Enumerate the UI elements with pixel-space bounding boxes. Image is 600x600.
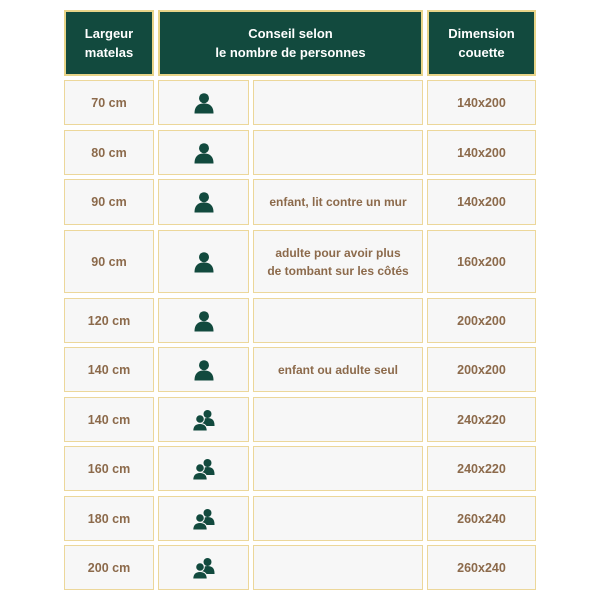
duvet-dimension-value: 260x240 (457, 560, 506, 575)
mattress-width-cell (64, 230, 154, 293)
two-persons-icon (192, 458, 216, 480)
advice-text: enfant ou adulte seul (277, 362, 398, 377)
mattress-width-value: 200 cm (87, 560, 131, 575)
two-persons-icon (192, 409, 216, 431)
duvet-dimension-value: 140x200 (457, 195, 506, 209)
mattress-width-cell (64, 298, 154, 343)
header-duvet-dimension-label: Dimension couette (448, 26, 515, 60)
persons-cell (158, 446, 249, 491)
single-person-icon (193, 359, 215, 381)
duvet-dimension-value: 240x220 (457, 412, 506, 427)
mattress-width-value: 70 cm (91, 95, 127, 110)
header-mattress-width-label: Largeur matelas (84, 26, 134, 60)
duvet-dimension-value: 160x200 (457, 254, 506, 269)
duvet-dimension-value: 140x200 (457, 95, 506, 110)
persons-cell (158, 80, 249, 125)
duvet-dimension-cell (427, 397, 536, 442)
advice-cell (253, 80, 423, 125)
header-advice (158, 10, 423, 76)
duvet-dimension-cell (427, 298, 536, 343)
duvet-dimension-cell (427, 446, 536, 491)
header-advice-label: Conseil selon le nombre de personnes (215, 26, 366, 60)
duvet-dimension-cell (427, 179, 536, 225)
mattress-width-value: 160 cm (87, 461, 131, 476)
mattress-width-cell (64, 496, 154, 541)
persons-cell (158, 298, 249, 343)
single-person-icon (193, 142, 215, 164)
advice-cell (253, 545, 423, 590)
mattress-width-cell (64, 80, 154, 125)
advice-cell (253, 397, 423, 442)
mattress-width-cell (64, 130, 154, 175)
mattress-width-cell (64, 397, 154, 442)
persons-cell (158, 179, 249, 225)
duvet-dimension-cell (427, 347, 536, 392)
persons-cell (158, 397, 249, 442)
duvet-dimension-value: 200x200 (457, 313, 506, 328)
advice-cell (253, 446, 423, 491)
persons-cell (158, 347, 249, 392)
mattress-width-cell (64, 446, 154, 491)
persons-cell (158, 230, 249, 293)
header-duvet-dimension (427, 10, 536, 76)
mattress-width-value: 90 cm (91, 195, 127, 209)
single-person-icon (193, 310, 215, 332)
advice-text: adulte pour avoir plus de tombant sur les côtés (267, 245, 409, 278)
duvet-dimension-value: 240x220 (457, 461, 506, 476)
persons-cell (158, 545, 249, 590)
mattress-width-cell (64, 347, 154, 392)
persons-cell (158, 130, 249, 175)
single-person-icon (193, 191, 215, 213)
header-mattress-width (64, 10, 154, 76)
mattress-width-value: 80 cm (91, 145, 127, 160)
mattress-width-value: 120 cm (87, 313, 131, 328)
persons-cell (158, 496, 249, 541)
duvet-dimension-cell (427, 130, 536, 175)
advice-cell (253, 179, 423, 225)
single-person-icon (193, 92, 215, 114)
single-person-icon (193, 251, 215, 273)
duvet-dimension-cell (427, 230, 536, 293)
mattress-width-value: 180 cm (87, 511, 131, 526)
advice-cell (253, 130, 423, 175)
mattress-width-cell (64, 179, 154, 225)
duvet-dimension-cell (427, 496, 536, 541)
mattress-width-value: 140 cm (87, 362, 131, 377)
duvet-dimension-value: 260x240 (457, 511, 506, 526)
advice-cell (253, 347, 423, 392)
mattress-width-value: 140 cm (87, 412, 131, 427)
two-persons-icon (192, 508, 216, 530)
two-persons-icon (192, 557, 216, 579)
duvet-dimension-value: 200x200 (457, 362, 506, 377)
duvet-dimension-cell (427, 80, 536, 125)
duvet-dimension-value: 140x200 (457, 145, 506, 160)
mattress-width-value: 90 cm (91, 254, 127, 269)
mattress-width-cell (64, 545, 154, 590)
advice-cell (253, 230, 423, 293)
duvet-dimension-cell (427, 545, 536, 590)
advice-cell (253, 298, 423, 343)
advice-cell (253, 496, 423, 541)
advice-text: enfant, lit contre un mur (269, 195, 407, 209)
